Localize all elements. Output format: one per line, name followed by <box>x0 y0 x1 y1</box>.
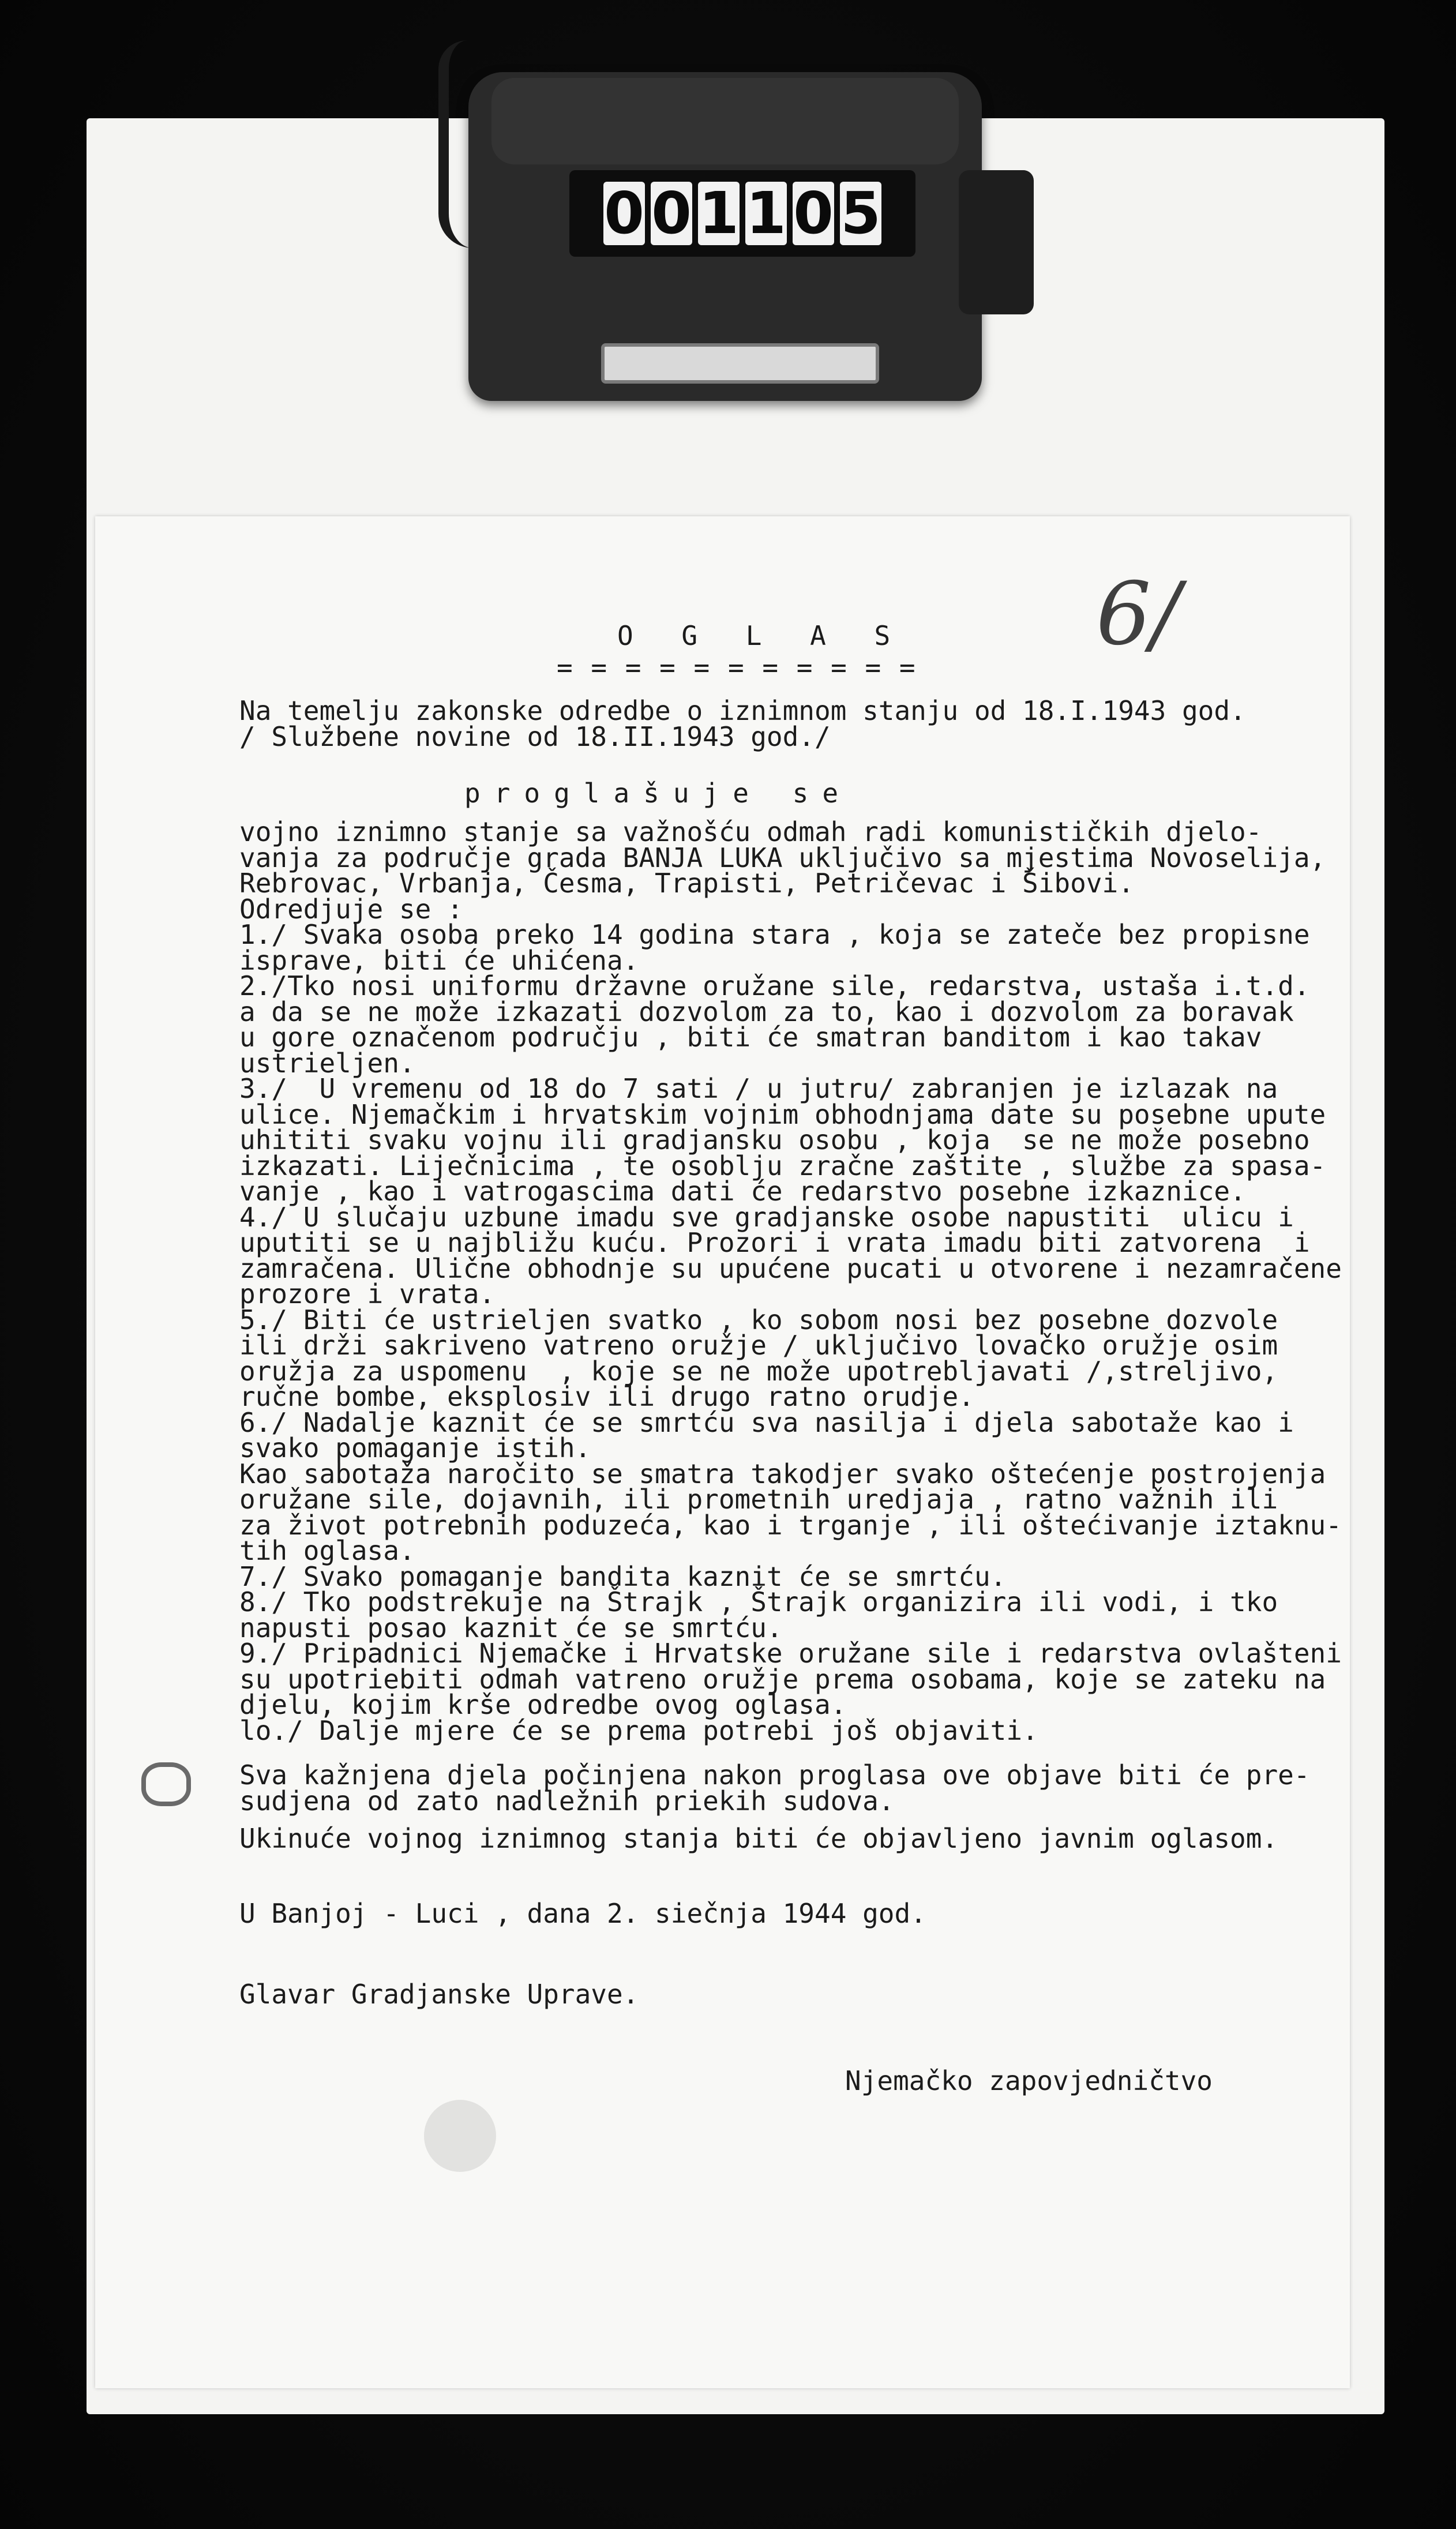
body-line: uhititi svaku vojnu ili gradjansku osobu , koja se ne može posebno <box>239 1124 1310 1155</box>
body-line: 1./ Svaka osoba preko 14 godina stara , koja se zateče bez propisne <box>239 919 1310 950</box>
body-line: izkazati. Liječnicima , te osoblju zračne zaštite , službe za spasa- <box>239 1150 1326 1181</box>
body-line: ulice. Njemačkim i hrvatskim vojnim obhodnjama date su posebne upute <box>239 1098 1326 1130</box>
body-line: tih oglasa. <box>239 1535 415 1566</box>
closing-line: Sva kažnjena djela počinjena nakon proglasa ove objave biti će pre- <box>239 1759 1310 1791</box>
body-line: u gore označenom području , biti će smatran banditom i kao takav <box>239 1022 1262 1053</box>
body-line: vanje , kao i vatrogascima dati će redarstvo posebne izkaznice. <box>239 1176 1246 1207</box>
counter-knob <box>959 170 1034 314</box>
body-line: vojno iznimno stanje sa važnošću odmah radi komunističkih djelo- <box>239 816 1262 847</box>
body-line: vanja za područje grada BANJA LUKA uključivo sa mjestima Novoselija, <box>239 842 1326 873</box>
counter-digit: 0 <box>793 179 834 247</box>
body-line: Odredjuje se : <box>239 893 463 925</box>
counter-digit: 1 <box>699 179 739 247</box>
body-line: svako pomaganje istih. <box>239 1432 591 1464</box>
paper-hole <box>424 2100 496 2172</box>
body-line: isprave, biti će uhićena. <box>239 944 639 976</box>
handwritten-mark: 6/ <box>1096 564 1180 665</box>
document-title: O G L A S <box>617 620 907 651</box>
place-date: U Banjoj - Luci , dana 2. siečnja 1944 god. <box>239 1898 926 1929</box>
body-line: 6./ Nadalje kaznit će se smrtću sva nasilja i djela sabotaže kao i <box>239 1406 1294 1438</box>
body-line: ručne bombe, eksplosiv ili drugo ratno orudje. <box>239 1381 974 1412</box>
body-line: 3./ U vremenu od 18 do 7 sati / u jutru/ zabranjen je izlazak na <box>239 1073 1278 1104</box>
signature-german-command: Njemačko zapovjedničtvo <box>845 2065 1213 2096</box>
title-underline: = = = = = = = = = = = <box>557 652 917 683</box>
intro-line: Na temelju zakonske odredbe o iznimnom stanju od 18.I.1943 god. <box>239 695 1246 726</box>
counter-digit: 0 <box>604 179 644 247</box>
intro-line: / Službene novine od 18.II.1943 god./ <box>239 721 831 752</box>
body-line: prozore i vrata. <box>239 1278 496 1309</box>
body-line: 9./ Pripadnici Njemačke i Hrvatske oružane sile i redarstva ovlašteni <box>239 1638 1342 1669</box>
ink-smudge <box>141 1762 191 1806</box>
body-line: napusti posao kaznit će se smrtću. <box>239 1612 783 1644</box>
body-line: ili drži sakriveno vatreno oružje / uključivo lovačko oružje osim <box>239 1330 1278 1361</box>
body-line: a da se ne može izkazati dozvolom za to, kao i dozvolom za boravak <box>239 996 1294 1027</box>
body-line: oružane sile, dojavnih, ili prometnih uredjaja , ratno važnih ili <box>239 1484 1278 1515</box>
body-line: Rebrovac, Vrbanja, Česma, Trapisti, Petričevac i Šibovi. <box>239 868 1134 899</box>
counter-digit: 1 <box>746 179 786 247</box>
body-line: 2./Tko nosi uniformu državne oružane sile, redarstva, ustaša i.t.d. <box>239 970 1310 1001</box>
body-line: 7./ Svako pomaganje bandita kaznit će se smrtću. <box>239 1560 1007 1592</box>
counter-top <box>491 78 959 164</box>
proclamation-heading: proglašuje se <box>464 778 853 809</box>
frame-counter <box>468 72 982 401</box>
closing-line: sudjena od zato nadležnih priekih sudova. <box>239 1785 895 1817</box>
body-line: 5./ Biti će ustrieljen svatko , ko sobom nosi bez posebne dozvole <box>239 1304 1278 1335</box>
body-line: djelu, kojim krše odredbe ovog oglasa. <box>239 1689 847 1720</box>
counter-display <box>569 170 915 257</box>
body-line: za život potrebnih poduzeća, kao i trganje , ili oštećivanje iztaknu- <box>239 1509 1342 1541</box>
body-line: 4./ U slučaju uzbune imadu sve gradjanske osobe napustiti ulicu i <box>239 1201 1294 1233</box>
body-line: Kao sabotaža naročito se smatra takodjer svako oštećenje postrojenja <box>239 1458 1326 1489</box>
counter-digit: 5 <box>840 179 881 247</box>
body-line: lo./ Dalje mjere će se prema potrebi još objaviti. <box>239 1714 1038 1746</box>
body-line: su upotriebiti odmah vatreno oružje prema osobama, koje se zateku na <box>239 1663 1326 1695</box>
counter-plate <box>601 343 879 384</box>
body-line: uputiti se u najbližu kuću. Prozori i vrata imadu biti zatvorena i <box>239 1227 1310 1258</box>
body-line: zamračena. Ulične obhodnje su upućene pucati u otvorene i nezamračene <box>239 1252 1342 1284</box>
body-line: oružja za uspomenu , koje se ne može upotrebljavati /,streljivo, <box>239 1355 1278 1387</box>
signature-civil-administration: Glavar Gradjanske Uprave. <box>239 1979 639 2010</box>
counter-digit: 0 <box>651 179 692 247</box>
body-line: 8./ Tko podstrekuje na Štrajk , Štrajk organizira ili vodi, i tko <box>239 1586 1278 1618</box>
ending-line: Ukinuće vojnog iznimnog stanja biti će objavljeno javnim oglasom. <box>239 1823 1278 1854</box>
body-line: ustrieljen. <box>239 1047 415 1079</box>
